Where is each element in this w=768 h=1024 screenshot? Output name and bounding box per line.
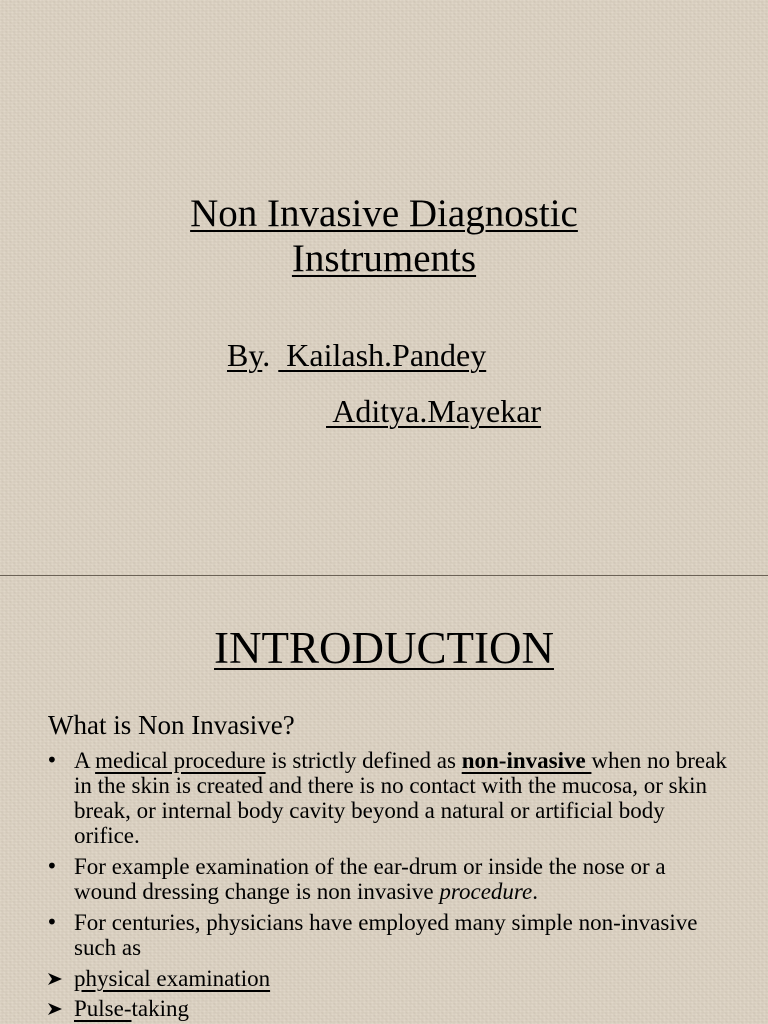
by-punct: . [262, 337, 271, 373]
author-1: Kailash.Pandey [278, 337, 487, 373]
list-item [0, 748, 768, 848]
slide-title [0, 192, 768, 282]
arrow-bullet-icon [47, 1002, 63, 1016]
by-label: By [227, 337, 263, 373]
bullet-dot-icon: • [46, 854, 58, 878]
list-item [0, 854, 768, 904]
arrow-bullet-icon [47, 972, 63, 986]
bullet-list [0, 748, 768, 1024]
intro-heading-text: INTRODUCTION [214, 623, 554, 673]
text-segment: For example examination of the ear-drum or inside the nose or a wound dressing change is non invasive [74, 854, 666, 904]
introduction-slide [0, 576, 768, 1024]
bullet-dot-icon: • [46, 748, 58, 772]
italic-term: procedure [439, 879, 533, 904]
text-segment: For centuries, physicians have employed many simple non-invasive such as [74, 910, 698, 960]
pulse-link[interactable]: Pulse- [74, 996, 132, 1021]
medical-procedure-link[interactable]: medical procedure [95, 748, 266, 773]
title-line-2: Instruments [291, 236, 477, 280]
list-item [0, 966, 768, 991]
text-segment: when no break in the skin is created and there is no contact with the mucosa, or skin break, or internal body cavity beyond a natural or artificial body orifice. [74, 748, 727, 848]
text-segment: A [74, 748, 96, 773]
author-2: Aditya.Mayekar [326, 393, 542, 429]
text-segment: taking [131, 996, 189, 1021]
author-line-2 [326, 393, 541, 430]
text-segment: . [532, 879, 538, 904]
intro-heading [0, 622, 768, 674]
physical-examination-link[interactable]: physical examination [74, 966, 271, 991]
question-heading: What is Non Invasive? [48, 710, 295, 740]
text-segment: is strictly defined as [265, 748, 462, 773]
author-line-1 [227, 337, 486, 374]
title-line-1: Non Invasive Diagnostic [190, 192, 578, 235]
non-invasive-term: non-invasive [461, 748, 592, 773]
bullet-dot-icon: • [46, 910, 58, 934]
list-item [0, 910, 768, 960]
list-item [0, 996, 768, 1021]
